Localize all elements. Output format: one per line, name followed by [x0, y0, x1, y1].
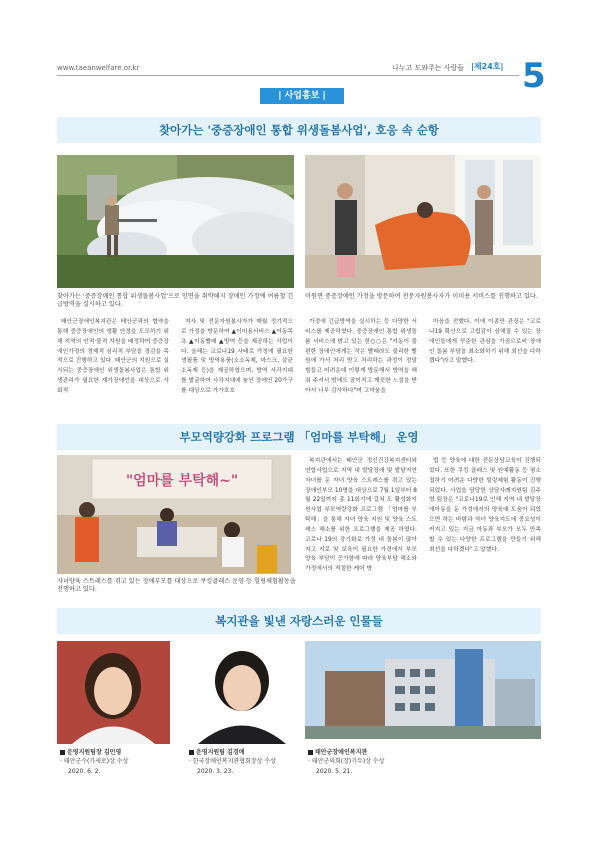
article1-title: 찾아가는 '중증장애인 통합 위생돌봄사업', 호응 속 순항 — [57, 117, 541, 143]
portrait-1-illustration — [57, 641, 170, 744]
article1-column-3: 가정에 긴급방역을 실시하는 등 다양한 서비스를 제공하였다. 중증장애인 통합 위생돌봄 서비스에 밝고 있는 한○○은 "거동이 불편한 장애인에게는 작은 빨래라도 불리한 빨원에 가서 처리 받고 처리하는 과정이 정말 힘들고 어려운데 이렇게 방문해서 방역을 해 줘 주셔서 밤에도 잠이지고 깨끗한 느낌을 받아서 너무 감사하다"며 고마움을 — [305, 319, 417, 394]
cooking-class-photo — [57, 455, 291, 574]
haircut-photo — [305, 155, 541, 288]
person-2-date: 2020. 3. 23. — [197, 767, 234, 775]
page-number: 5 — [522, 56, 546, 96]
cooking-class-illustration — [57, 455, 291, 574]
article1-column-1: 태안군장애인복지관은 태안군과의 협약을 통해 중증장애인의 생활 안정을 도모하기 위해 지역의 인적·물적 자원을 배정하여 중증장애인가정의 경제적 심리적 부담을 경감을 목적으로 진행하고 있다. 태안군의 지원으로 실시되는 중증장애인 위생돌봄사업은 통합 위생관리가 필요한 재가장애인을 대상으로 사회적 — [57, 319, 169, 394]
person-3-caption — [308, 748, 508, 776]
person-2-award: · 한국장애인복지관협회장상 수상 — [189, 758, 276, 766]
person-1-name: 운영지원팀장 김민영 — [60, 748, 175, 757]
article1-caption-right: 이원면 중증장애인 가정을 방문하여 전문자원봉사자가 이미용 서비스를 진행하고 있다. — [305, 293, 538, 300]
person-1-award: · 태안군수(가세로)상 수상 — [60, 758, 129, 766]
section-tag: | 사업홍보 | — [260, 88, 344, 104]
person-2-caption — [189, 748, 304, 776]
article1-column-4: 마음을 전했다. 이에 이종만 관장은 "코로나19 확산으로 고립감이 심해질 수 있는 장애인들에게 꾸준한 관심을 가짐으로써 장애인 돌봄 부담을 최소화하기 위해 최선을 다하겠다"라고 말했다. — [429, 319, 541, 365]
building-illustration — [305, 641, 541, 739]
welfare-center-building-photo — [305, 641, 541, 739]
article2-caption: 자녀양육 스트레스를 겪고 있는 장애부모를 대상으로 쿠킹클래스 운영 등 힐링체험활동을 진행하고 있다. — [57, 578, 296, 594]
person-2-name: 운영지원팀 김경애 — [189, 748, 304, 757]
haircut-illustration — [305, 155, 541, 288]
issue-number: |제24호| — [471, 62, 504, 71]
article3-title: 복지관을 빛낸 자랑스러운 인물들 — [57, 608, 541, 634]
article2-column-2: 법 등 양육에 대한 전문상담교육이 진행되었다. 또한 쿠킹 클래스 및 원예활동 등 평소 접하기 어려운 다양한 힐링체험 활동이 진행되었다. 사업을 담당한 상담사례지원팀 김주영 팀장은 "코로나19로 인해 지역 내 발달장애아동을 둔 가정에서의 양육에 도움이 되었으면 하는 바람과 자녀 양육지도에 중요성이 커지고 있는 지금 아동과 부모가 모두 만족 할 수 있는 다양한 프로그램을 만들기 위해 최선을 다하겠다"고 말했다. — [429, 458, 541, 553]
website-url: www.taeanwelfare.or.kr — [57, 64, 140, 72]
article1-caption-left: 찾아가는 '중증장애인 통합 위생돌봄사업'으로 인연을 취약해지 장애인 가정에 여름철 긴급방역을 실시하고 있다. — [57, 293, 294, 309]
person-3-award: · 태안군의회(장)기두)상 수상 — [308, 758, 385, 766]
portrait-kim-kyungae — [186, 641, 298, 744]
person-1-date: 2020. 6. 2. — [68, 767, 101, 775]
header-divider — [57, 75, 519, 76]
person-1-caption — [60, 748, 175, 776]
portrait-kim-minyoung — [57, 641, 170, 744]
person-3-date: 2020. 5. 21. — [316, 767, 353, 775]
article2-title: 부모역량강화 프로그램 「엄마를 부탁해」 운영 — [57, 424, 541, 450]
article2-column-1: 복지관에서는 태안군 정신건강복지센터와 연합사업으로 지역 내 발달장애 및 발달지연 자녀를 둔 자녀 양육 스트레스를 겪고 있는 장애인부모 10명을 대상으로 7월 1일부터 8월 22일까지 총 11회기에 걸쳐 도 활성화지원사업 부모역량강화 프로그램 「엄마를 부탁해」을 통해 자녀 양육 지원 및 양육 스트레스 해소를 위한 프로그램을 제공 하였다. 코로나 19의 장기화로 가정 내 돌봄이 많아지고 지로 및 보육이 필요한 가정에서 부모 양육 부담이 증가함에 따라 양육부담 해소와 가정에서의 적절한 케어 방 — [305, 458, 417, 573]
article1-column-2: 지사 및 전문자원봉사자가 매월 정기적으로 가정을 방문하여 ▲이미용서비스 ▲이동목욕 ▲이동빨래 ▲방역 등을 제공하는 사업이다. 올해는 코로나19 사태로 가정에 필요한 생필품 및 방역용품(소소독제, 마스크, 살균소독제 등)을 제공하였으며, 방역 사각지대를 발굴하여 사각지대에 놓인 장애인 20가구를 대상으로 가가호호 — [181, 319, 293, 394]
header-slogan: 나누고 도와주는 사랑들 — [392, 64, 465, 72]
fogging-illustration — [57, 155, 294, 288]
person-3-name: 태안군장애인복지관 — [308, 748, 508, 757]
program-banner-text: "엄마를 부탁해~" — [125, 473, 239, 489]
fogging-photo — [57, 155, 294, 288]
portrait-2-illustration — [186, 641, 298, 744]
